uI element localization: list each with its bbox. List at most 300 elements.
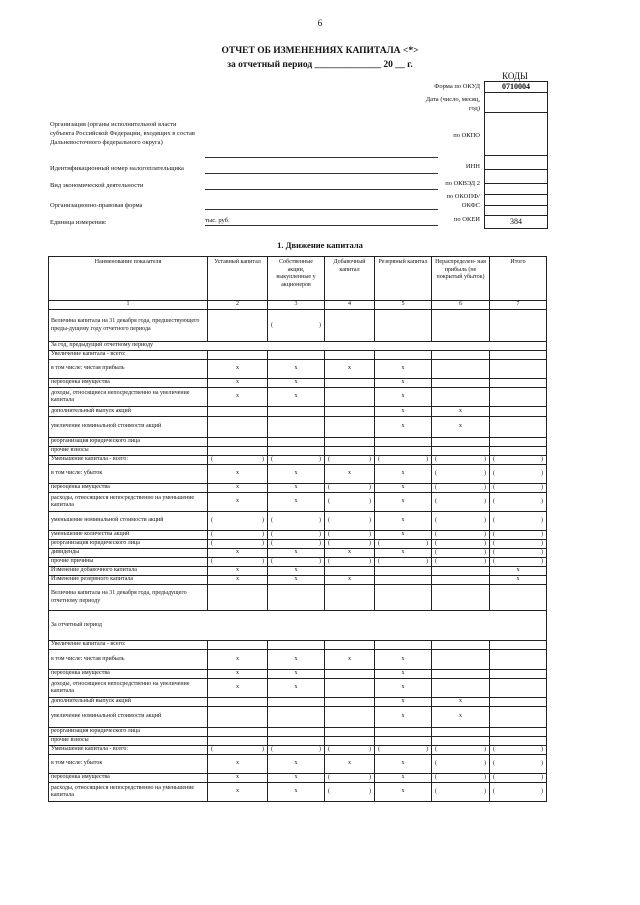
close-paren: ): [262, 517, 264, 524]
value-cell[interactable]: [325, 783, 375, 802]
value-cell[interactable]: [375, 456, 432, 465]
value-cell[interactable]: [208, 698, 268, 707]
close-paren: ): [369, 498, 371, 505]
value-cell[interactable]: [490, 456, 547, 465]
value-cell[interactable]: [490, 755, 547, 774]
value-cell[interactable]: [432, 512, 490, 531]
close-paren: ): [484, 558, 486, 565]
value-cell[interactable]: [208, 531, 268, 540]
value-cell[interactable]: [325, 484, 375, 493]
value-cell[interactable]: [375, 310, 432, 342]
row-label: расходы, относящиеся непосредственно на уменьшение капитала: [49, 493, 208, 512]
close-paren: ): [426, 540, 428, 547]
value-cell[interactable]: [432, 456, 490, 465]
activity-line[interactable]: [205, 189, 438, 190]
taxpayer-id-label: Идентификационный номер налогоплательщика: [50, 165, 184, 172]
header-cell: Добавочный капитал: [325, 257, 375, 301]
value-cell[interactable]: [268, 407, 325, 417]
value-cell[interactable]: [208, 310, 268, 342]
value-cell[interactable]: x: [268, 379, 325, 388]
row-label: дополнительный выпуск акций: [49, 698, 208, 707]
value-cell[interactable]: [490, 447, 547, 456]
value-cell[interactable]: x: [208, 549, 268, 558]
value-cell[interactable]: x: [375, 465, 432, 484]
value-cell[interactable]: [490, 310, 547, 342]
value-cell[interactable]: [325, 540, 375, 549]
row-label: Величина капитала на 31 декабря года, предшествующего преды-дущему году отчетного периода: [49, 310, 208, 342]
value-cell[interactable]: [432, 650, 490, 670]
value-cell[interactable]: [375, 585, 432, 611]
value-cell[interactable]: x: [490, 567, 547, 576]
open-paren: (: [271, 540, 273, 547]
table-row: [49, 576, 547, 585]
open-paren: (: [328, 558, 330, 565]
value-cell[interactable]: [208, 512, 268, 531]
close-paren: ): [369, 484, 371, 491]
close-paren: ): [484, 470, 486, 477]
value-cell[interactable]: [325, 512, 375, 531]
value-cell[interactable]: [432, 465, 490, 484]
value-cell[interactable]: [490, 698, 547, 707]
value-cell[interactable]: x: [375, 698, 432, 707]
value-cell[interactable]: [208, 407, 268, 417]
value-cell[interactable]: [325, 493, 375, 512]
close-paren: ): [369, 746, 371, 753]
value-cell[interactable]: [432, 728, 490, 737]
value-cell[interactable]: [325, 531, 375, 540]
table-row: [49, 531, 547, 540]
value-cell[interactable]: x: [432, 698, 490, 707]
value-cell[interactable]: x: [208, 774, 268, 783]
table-row: [49, 549, 547, 558]
value-cell[interactable]: [490, 484, 547, 493]
value-cell[interactable]: [490, 728, 547, 737]
value-cell[interactable]: [490, 512, 547, 531]
value-cell[interactable]: [432, 670, 490, 679]
unit-line: [205, 225, 438, 226]
value-cell[interactable]: [432, 388, 490, 407]
code-extra[interactable]: [485, 206, 547, 216]
value-cell[interactable]: x: [208, 493, 268, 512]
table-row: [49, 698, 547, 707]
row-label: расходы, относящиеся непосредственно на уменьшение капитала: [49, 783, 208, 802]
value-cell[interactable]: [432, 493, 490, 512]
value-cell[interactable]: [490, 737, 547, 746]
value-cell[interactable]: [208, 447, 268, 456]
value-cell[interactable]: [268, 456, 325, 465]
value-cell[interactable]: [432, 438, 490, 447]
value-cell[interactable]: [268, 512, 325, 531]
code-inn[interactable]: [485, 156, 547, 170]
value-cell[interactable]: [208, 746, 268, 755]
value-cell[interactable]: x: [208, 650, 268, 670]
value-cell[interactable]: [208, 351, 268, 360]
value-cell[interactable]: [490, 351, 547, 360]
taxpayer-id-line[interactable]: [205, 173, 438, 174]
value-cell[interactable]: [325, 585, 375, 611]
section-title: 1. Движение капитала: [277, 240, 363, 250]
value-cell[interactable]: [325, 438, 375, 447]
value-cell[interactable]: [490, 774, 547, 783]
open-paren: (: [328, 484, 330, 491]
table-row: [49, 438, 547, 447]
organization-line[interactable]: [205, 157, 438, 158]
value-cell[interactable]: [432, 558, 490, 567]
row-label: увеличение номинальной стоимости акций: [49, 417, 208, 438]
open-paren: (: [271, 558, 273, 565]
code-okfs[interactable]: [485, 195, 547, 206]
value-cell[interactable]: x: [268, 567, 325, 576]
value-cell[interactable]: [268, 698, 325, 707]
value-cell[interactable]: [490, 540, 547, 549]
value-cell[interactable]: [375, 746, 432, 755]
open-paren: (: [328, 540, 330, 547]
value-cell[interactable]: [208, 417, 268, 438]
value-cell[interactable]: x: [375, 512, 432, 531]
value-cell[interactable]: x: [268, 650, 325, 670]
open-paren: (: [378, 558, 380, 565]
value-cell[interactable]: [375, 728, 432, 737]
value-cell[interactable]: x: [268, 549, 325, 558]
value-cell[interactable]: [325, 737, 375, 746]
open-paren: (: [493, 498, 495, 505]
value-cell[interactable]: [490, 379, 547, 388]
value-cell[interactable]: [325, 456, 375, 465]
open-paren: (: [435, 484, 437, 491]
value-cell[interactable]: [325, 388, 375, 407]
value-cell[interactable]: [375, 567, 432, 576]
value-cell[interactable]: [490, 707, 547, 728]
value-cell[interactable]: x: [375, 783, 432, 802]
open-paren: (: [493, 549, 495, 556]
table-row: [49, 484, 547, 493]
value-cell[interactable]: [490, 650, 547, 670]
open-paren: (: [435, 540, 437, 547]
row-label: уменьшение номинальной стоимости акций: [49, 512, 208, 531]
value-cell[interactable]: [490, 558, 547, 567]
value-cell[interactable]: x: [375, 755, 432, 774]
value-cell[interactable]: x: [325, 360, 375, 379]
value-cell[interactable]: x: [432, 707, 490, 728]
value-cell[interactable]: [325, 558, 375, 567]
value-cell[interactable]: x: [268, 783, 325, 802]
value-cell[interactable]: [432, 641, 490, 650]
open-paren: (: [328, 456, 330, 463]
value-cell[interactable]: [208, 641, 268, 650]
legal-form-line[interactable]: [205, 209, 438, 210]
value-cell[interactable]: x: [325, 755, 375, 774]
close-paren: ): [484, 746, 486, 753]
code-okpo[interactable]: [485, 113, 547, 156]
row-label: прочие взносы: [49, 737, 208, 746]
value-cell[interactable]: [325, 417, 375, 438]
close-paren: ): [541, 746, 543, 753]
table-row: [49, 379, 547, 388]
value-cell[interactable]: [375, 641, 432, 650]
value-cell[interactable]: x: [268, 388, 325, 407]
value-cell[interactable]: x: [268, 465, 325, 484]
value-cell[interactable]: x: [268, 679, 325, 698]
value-cell[interactable]: [268, 540, 325, 549]
value-cell[interactable]: [490, 549, 547, 558]
row-label: Уменьшение капитала - всего:: [49, 746, 208, 755]
value-cell[interactable]: [432, 540, 490, 549]
open-paren: (: [435, 549, 437, 556]
value-cell[interactable]: [375, 540, 432, 549]
row-label: Величина капитала на 31 декабря года, предыдущего отчетному периоду: [49, 585, 208, 611]
close-paren: ): [541, 484, 543, 491]
row-label: дополнительный выпуск акций: [49, 407, 208, 417]
value-cell[interactable]: [432, 360, 490, 379]
value-cell[interactable]: [268, 737, 325, 746]
value-cell[interactable]: [490, 465, 547, 484]
value-cell[interactable]: x: [208, 484, 268, 493]
value-cell[interactable]: [432, 531, 490, 540]
value-cell[interactable]: [490, 388, 547, 407]
open-paren: (: [493, 774, 495, 781]
value-cell[interactable]: [490, 783, 547, 802]
table-row: [49, 641, 547, 650]
value-cell[interactable]: [375, 576, 432, 585]
value-cell[interactable]: x: [268, 360, 325, 379]
value-cell[interactable]: [268, 447, 325, 456]
value-cell[interactable]: [432, 737, 490, 746]
value-cell[interactable]: x: [268, 755, 325, 774]
table-row: [49, 558, 547, 567]
value-cell[interactable]: x: [208, 379, 268, 388]
value-cell[interactable]: x: [268, 670, 325, 679]
value-cell[interactable]: x: [268, 774, 325, 783]
value-cell[interactable]: [490, 493, 547, 512]
value-cell[interactable]: [325, 774, 375, 783]
value-cell[interactable]: [432, 679, 490, 698]
value-cell[interactable]: [490, 407, 547, 417]
value-cell[interactable]: [208, 737, 268, 746]
value-cell[interactable]: x: [375, 388, 432, 407]
table-header-row: [49, 257, 547, 301]
code-okopf[interactable]: [485, 184, 547, 195]
close-paren: ): [319, 540, 321, 547]
value-cell[interactable]: [432, 755, 490, 774]
row-label: За отчетный период: [49, 611, 547, 641]
value-cell[interactable]: [432, 310, 490, 342]
value-cell[interactable]: [432, 576, 490, 585]
value-cell[interactable]: [325, 447, 375, 456]
value-cell[interactable]: [490, 679, 547, 698]
value-cell[interactable]: [432, 379, 490, 388]
value-cell[interactable]: x: [375, 360, 432, 379]
value-cell[interactable]: [325, 407, 375, 417]
header-cell: Итого: [490, 257, 547, 301]
open-paren: (: [493, 456, 495, 463]
value-cell[interactable]: [490, 670, 547, 679]
value-cell[interactable]: x: [375, 531, 432, 540]
value-cell[interactable]: x: [375, 417, 432, 438]
table-row: [49, 755, 547, 774]
value-cell[interactable]: [208, 438, 268, 447]
value-cell[interactable]: x: [325, 576, 375, 585]
value-cell[interactable]: [325, 728, 375, 737]
value-cell[interactable]: [432, 351, 490, 360]
value-cell[interactable]: x: [375, 549, 432, 558]
row-label: Изменение добавочного капитала: [49, 567, 208, 576]
value-cell[interactable]: [325, 707, 375, 728]
open-paren: (: [435, 774, 437, 781]
open-paren: (: [271, 456, 273, 463]
value-cell[interactable]: [268, 417, 325, 438]
value-cell[interactable]: [490, 417, 547, 438]
close-paren: ): [319, 456, 321, 463]
close-paren: ): [369, 558, 371, 565]
code-okei[interactable]: 384: [510, 217, 522, 226]
table-row: [49, 728, 547, 737]
value-cell[interactable]: [268, 531, 325, 540]
value-cell[interactable]: [375, 351, 432, 360]
open-paren: (: [328, 498, 330, 505]
value-cell[interactable]: x: [432, 407, 490, 417]
value-cell[interactable]: [432, 585, 490, 611]
code-okved[interactable]: [485, 170, 547, 184]
value-cell[interactable]: [375, 447, 432, 456]
row-label: Уменьшение капитала - всего:: [49, 456, 208, 465]
table-row: [49, 737, 547, 746]
value-cell[interactable]: x: [375, 707, 432, 728]
value-cell[interactable]: x: [432, 417, 490, 438]
value-cell[interactable]: x: [268, 493, 325, 512]
value-cell[interactable]: x: [375, 650, 432, 670]
date-label: Дата (число, месяц, год): [425, 96, 480, 112]
table-row: [49, 493, 547, 512]
okved-label: по ОКВЭД 2: [445, 180, 480, 187]
value-cell[interactable]: [432, 484, 490, 493]
row-label: реорганизация юридического лица: [49, 540, 208, 549]
value-cell[interactable]: x: [375, 493, 432, 512]
column-number-row: [49, 301, 547, 310]
open-paren: (: [271, 531, 273, 538]
row-label: Увеличение капитала - всего:: [49, 641, 208, 650]
value-cell[interactable]: [432, 774, 490, 783]
value-cell[interactable]: x: [208, 755, 268, 774]
close-paren: ): [484, 774, 486, 781]
value-cell[interactable]: [325, 379, 375, 388]
row-label: доходы, относящиеся непосредственно на увеличение капитала: [49, 679, 208, 698]
open-paren: (: [493, 484, 495, 491]
value-cell[interactable]: x: [325, 465, 375, 484]
value-cell[interactable]: [208, 558, 268, 567]
value-cell[interactable]: x: [208, 567, 268, 576]
value-cell[interactable]: [268, 641, 325, 650]
table-row: [49, 310, 547, 342]
value-cell[interactable]: x: [208, 679, 268, 698]
value-cell[interactable]: x: [325, 549, 375, 558]
value-cell[interactable]: x: [208, 388, 268, 407]
value-cell[interactable]: [268, 558, 325, 567]
table-row: [49, 351, 547, 360]
value-cell[interactable]: [325, 746, 375, 755]
open-paren: (: [378, 540, 380, 547]
value-cell[interactable]: x: [325, 650, 375, 670]
value-cell[interactable]: [268, 728, 325, 737]
value-cell[interactable]: [325, 310, 375, 342]
value-cell[interactable]: x: [375, 379, 432, 388]
value-cell[interactable]: [432, 549, 490, 558]
row-label: дивиденды: [49, 549, 208, 558]
value-cell[interactable]: [432, 783, 490, 802]
close-paren: ): [262, 531, 264, 538]
value-cell[interactable]: [208, 585, 268, 611]
value-cell[interactable]: x: [375, 407, 432, 417]
value-cell[interactable]: x: [208, 783, 268, 802]
value-cell[interactable]: [375, 737, 432, 746]
value-cell[interactable]: x: [375, 679, 432, 698]
value-cell[interactable]: x: [208, 360, 268, 379]
value-cell[interactable]: [325, 698, 375, 707]
value-cell[interactable]: [208, 728, 268, 737]
value-cell[interactable]: [432, 746, 490, 755]
value-cell[interactable]: x: [208, 576, 268, 585]
value-cell[interactable]: x: [375, 484, 432, 493]
value-cell[interactable]: [432, 567, 490, 576]
close-paren: ): [426, 558, 428, 565]
value-cell[interactable]: [268, 310, 325, 342]
value-cell[interactable]: [490, 360, 547, 379]
value-cell[interactable]: x: [208, 465, 268, 484]
value-cell[interactable]: [490, 531, 547, 540]
value-cell[interactable]: [375, 558, 432, 567]
value-cell[interactable]: [325, 679, 375, 698]
row-label: уменьшение количества акций: [49, 531, 208, 540]
table-row: [49, 417, 547, 438]
value-cell[interactable]: x: [208, 670, 268, 679]
value-cell[interactable]: [268, 438, 325, 447]
table-row: [49, 670, 547, 679]
value-cell[interactable]: [268, 707, 325, 728]
value-cell[interactable]: x: [375, 774, 432, 783]
value-cell[interactable]: x: [490, 576, 547, 585]
open-paren: (: [435, 456, 437, 463]
value-cell[interactable]: [268, 585, 325, 611]
value-cell[interactable]: [268, 746, 325, 755]
value-cell[interactable]: [432, 447, 490, 456]
value-cell[interactable]: x: [268, 484, 325, 493]
code-date[interactable]: [485, 93, 547, 113]
value-cell[interactable]: [490, 746, 547, 755]
value-cell[interactable]: [325, 641, 375, 650]
value-cell[interactable]: [490, 438, 547, 447]
close-paren: ): [426, 456, 428, 463]
value-cell[interactable]: x: [375, 670, 432, 679]
value-cell[interactable]: [375, 438, 432, 447]
value-cell[interactable]: [325, 567, 375, 576]
value-cell[interactable]: [208, 707, 268, 728]
value-cell[interactable]: [208, 456, 268, 465]
value-cell[interactable]: [268, 351, 325, 360]
value-cell[interactable]: [325, 351, 375, 360]
row-label: в том числе: убыток: [49, 755, 208, 774]
close-paren: ): [484, 531, 486, 538]
value-cell[interactable]: [490, 585, 547, 611]
row-label: переоценка имущества: [49, 670, 208, 679]
code-okud[interactable]: 0710004: [485, 82, 547, 93]
table-row: [49, 447, 547, 456]
open-paren: (: [378, 746, 380, 753]
value-cell[interactable]: x: [268, 576, 325, 585]
value-cell[interactable]: [208, 540, 268, 549]
close-paren: ): [319, 746, 321, 753]
value-cell[interactable]: [325, 670, 375, 679]
close-paren: ): [541, 540, 543, 547]
value-cell[interactable]: [490, 641, 547, 650]
